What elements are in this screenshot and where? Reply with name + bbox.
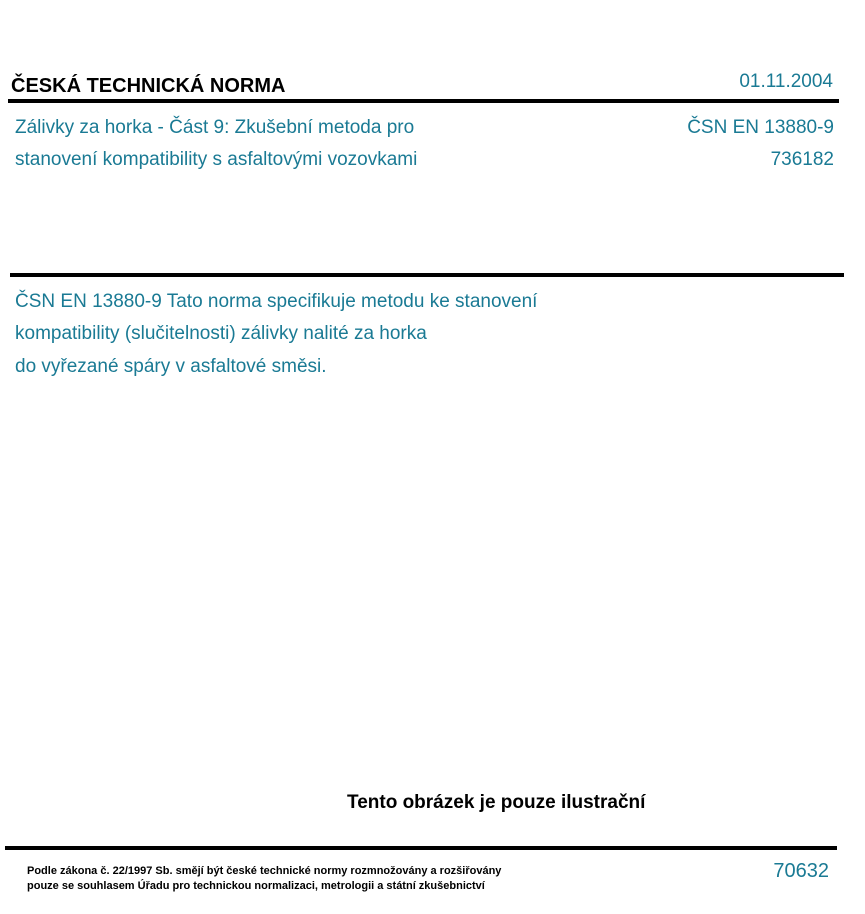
bottom-divider bbox=[5, 846, 837, 850]
top-divider bbox=[8, 99, 839, 103]
publication-date: 01.11.2004 bbox=[739, 71, 833, 92]
description-line-2: kompatibility (slučitelnosti) zálivky nalité za horka bbox=[15, 323, 427, 344]
legal-notice-line-1: Podle zákona č. 22/1997 Sb. smějí být české technické normy rozmnožovány a rozšiřovány bbox=[27, 865, 502, 877]
description-line-1: ČSN EN 13880-9 Tato norma specifikuje metodu ke stanovení bbox=[15, 291, 538, 312]
legal-notice bbox=[27, 864, 501, 894]
classification-code: 736182 bbox=[770, 149, 834, 170]
standard-type-heading: ČESKÁ TECHNICKÁ NORMA bbox=[11, 75, 286, 97]
description-line-3: do vyřezané spáry v asfaltové směsi. bbox=[15, 356, 327, 377]
standard-code: ČSN EN 13880-9 bbox=[687, 117, 834, 138]
middle-divider bbox=[10, 273, 844, 277]
document-number: 70632 bbox=[773, 860, 829, 882]
illustration-notice: Tento obrázek je pouze ilustrační bbox=[347, 792, 646, 813]
standard-title-line-1: Zálivky za horka - Část 9: Zkušební metoda pro bbox=[15, 117, 415, 138]
legal-notice-line-2: pouze se souhlasem Úřadu pro technickou normalizaci, metrologii a státní zkušebnictví bbox=[27, 880, 485, 892]
standard-title-line-2: stanovení kompatibility s asfaltovými vozovkami bbox=[15, 149, 418, 170]
